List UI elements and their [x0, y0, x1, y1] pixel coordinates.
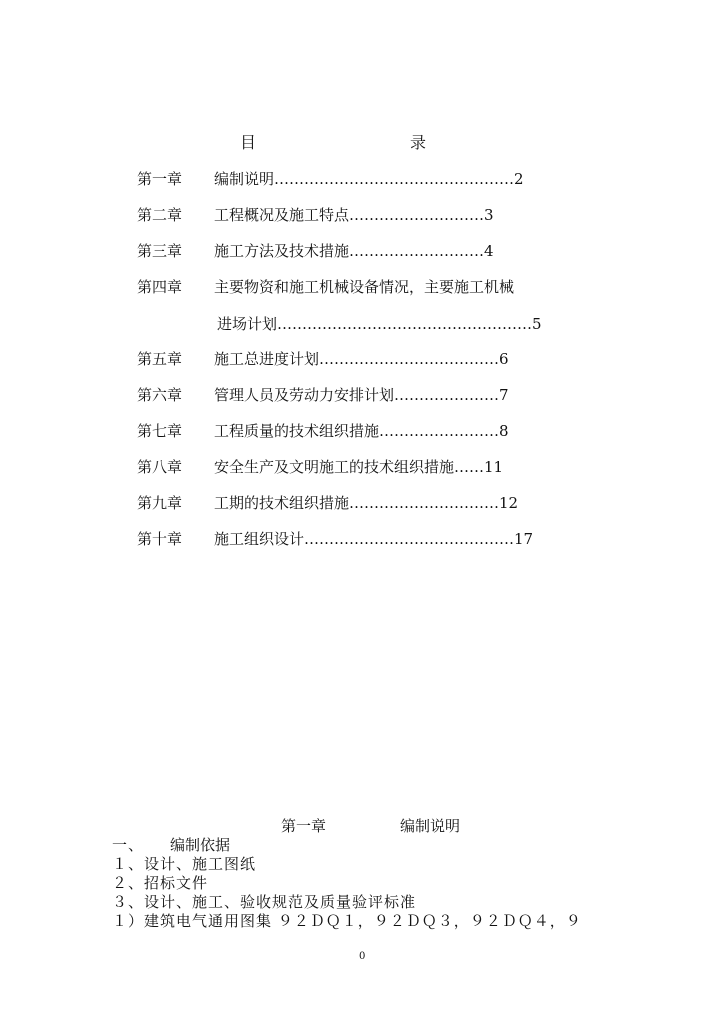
toc-text: 施工总进度计划………………………………6 — [214, 350, 509, 368]
section-chapter: 第一章 — [281, 817, 327, 835]
toc-text: 管理人员及劳动力安排计划…………………7 — [214, 386, 509, 404]
toc-chapter: 第九章 — [137, 494, 183, 512]
toc-chapter: 第三章 — [137, 242, 183, 260]
toc-chapter: 第八章 — [137, 458, 183, 476]
toc-chapter: 第五章 — [137, 350, 183, 368]
heading-text: 编制依据 — [170, 836, 231, 854]
toc-chapter: 第一章 — [137, 170, 183, 188]
toc-text: 工程概况及施工特点………………………3 — [214, 206, 494, 224]
body-line: ２、招标文件 — [112, 874, 209, 892]
toc-title-right: 录 — [410, 133, 427, 152]
toc-text: 编制说明…………………………………………2 — [214, 170, 524, 188]
section-title: 编制说明 — [400, 817, 461, 835]
body-line: ３、设计、施工、验收规范及质量验评标准 — [112, 893, 417, 911]
toc-text: 施工方法及技术措施………………………4 — [214, 242, 494, 260]
body-line: １、设计、施工图纸 — [112, 855, 257, 873]
toc-chapter: 第二章 — [137, 206, 183, 224]
page-number: 0 — [359, 951, 366, 962]
toc-title-left: 目 — [240, 133, 257, 152]
toc-text-continued: 进场计划……………………………………………5 — [217, 315, 542, 333]
body-line: １）建筑电气通用图集 ９２ＤＱ１，９２ＤＱ３，９２ＤＱ４，９ — [112, 912, 582, 930]
toc-text: 施工组织设计……………………………………17 — [214, 530, 534, 548]
toc-chapter: 第七章 — [137, 422, 183, 440]
toc-chapter: 第六章 — [137, 386, 183, 404]
toc-chapter: 第四章 — [137, 278, 183, 296]
toc-text: 主要物资和施工机械设备情况，主要施工机械 — [214, 278, 515, 296]
heading-number: 一、 — [112, 836, 145, 854]
toc-text: 工期的技术组织措施…………………………12 — [214, 494, 519, 512]
toc-text: 安全生产及文明施工的技术组织措施……11 — [214, 458, 504, 476]
toc-text: 工程质量的技术组织措施……………………8 — [214, 422, 509, 440]
toc-chapter: 第十章 — [137, 530, 183, 548]
